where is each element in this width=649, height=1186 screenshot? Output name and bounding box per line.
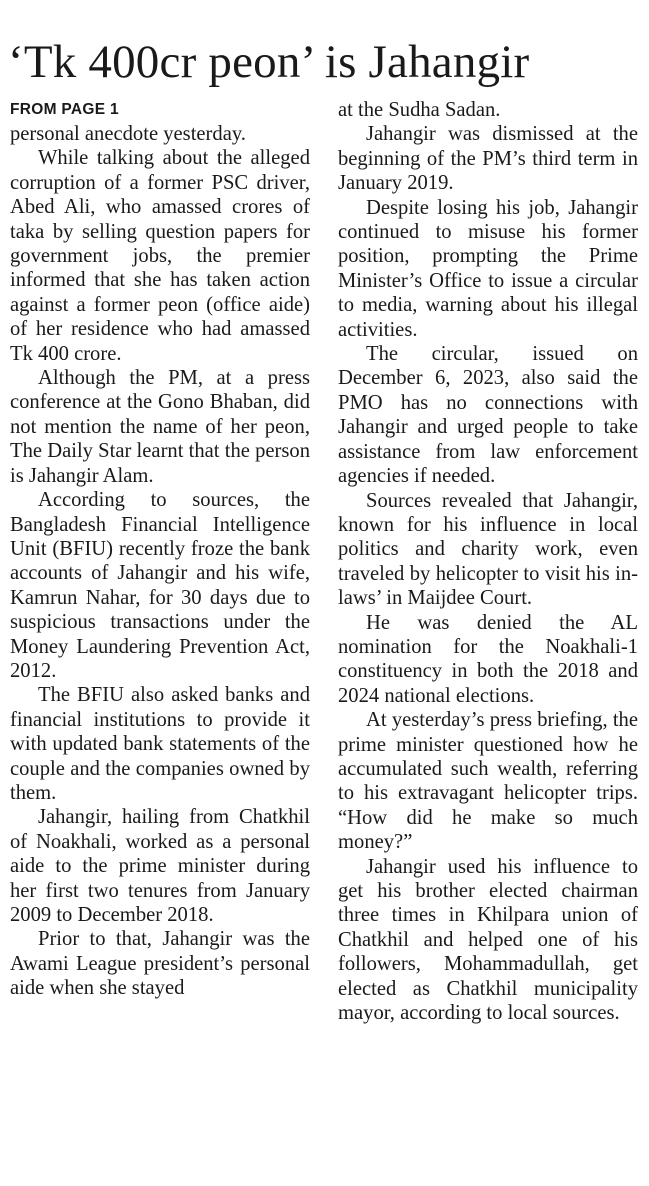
paragraph: At yesterday’s press briefing, the prime minister questioned how he accumulated such wealth, referring to his extravagant helicopter trips. “How did he make so much money?” <box>338 709 638 854</box>
paragraph: According to sources, the Bangladesh Financial Intelligence Unit (BFIU) recently froze the bank accounts of Jahangir and his wife, Kamrun Nahar, for 30 days due to suspicious transactions under the Money Laundering Prevention Act, 2012. <box>10 489 310 682</box>
paragraph: He was denied the AL nomination for the Noakhali-1 constituency in both the 2018 and 2024 national elections. <box>338 611 638 707</box>
paragraph: Jahangir used his influence to get his brother elected chairman three times in Khilpara union of Chatkhil and helped one of his followers, Mohammadullah, get elected as Chatkhil municipality mayor, according to local sources. <box>338 855 638 1025</box>
article-column-right <box>338 98 638 1025</box>
kicker-from-page-1: FROM PAGE 1 <box>10 101 119 118</box>
paragraph: Despite losing his job, Jahangir continued to misuse his former position, prompting the Prime Minister’s Office to issue a circular to media, warning about his illegal activities. <box>338 196 638 341</box>
paragraph: The circular, issued on December 6, 2023, also said the PMO has no connections with Jahangir and urged people to take assistance from law enforcement agencies if needed. <box>338 343 638 488</box>
paragraph: Sources revealed that Jahangir, known for his influence in local politics and charity work, even traveled by helicopter to visit his in-laws’ in Maijdee Court. <box>338 489 638 610</box>
paragraph: The BFIU also asked banks and financial institutions to provide it with updated bank statements of the couple and the companies owned by them. <box>10 684 310 804</box>
paragraph: Although the PM, at a press conference at the Gono Bhaban, did not mention the name of her peon, The Daily Star learnt that the person is Jahangir Alam. <box>10 367 310 487</box>
paragraph: While talking about the alleged corruption of a former PSC driver, Abed Ali, who amassed crores of taka by selling question papers for government jobs, the premier informed that she has taken action against a former peon (office aide) of her residence who had amassed Tk 400 crore. <box>10 147 310 365</box>
paragraph: Jahangir, hailing from Chatkhil of Noakhali, worked as a personal aide to the prime minister during her first two tenures from January 2009 to December 2018. <box>10 806 310 926</box>
paragraph: at the Sudha Sadan. <box>338 99 501 121</box>
paragraph: Jahangir was dismissed at the beginning of the PM’s third term in January 2019. <box>338 123 638 195</box>
article-column-left <box>10 98 310 1001</box>
paragraph: personal anecdote yesterday. <box>10 123 246 145</box>
headline: ‘Tk 400cr peon’ is Jahangir <box>8 36 530 88</box>
paragraph: Prior to that, Jahangir was the Awami League president’s personal aide when she stayed <box>10 928 310 1000</box>
